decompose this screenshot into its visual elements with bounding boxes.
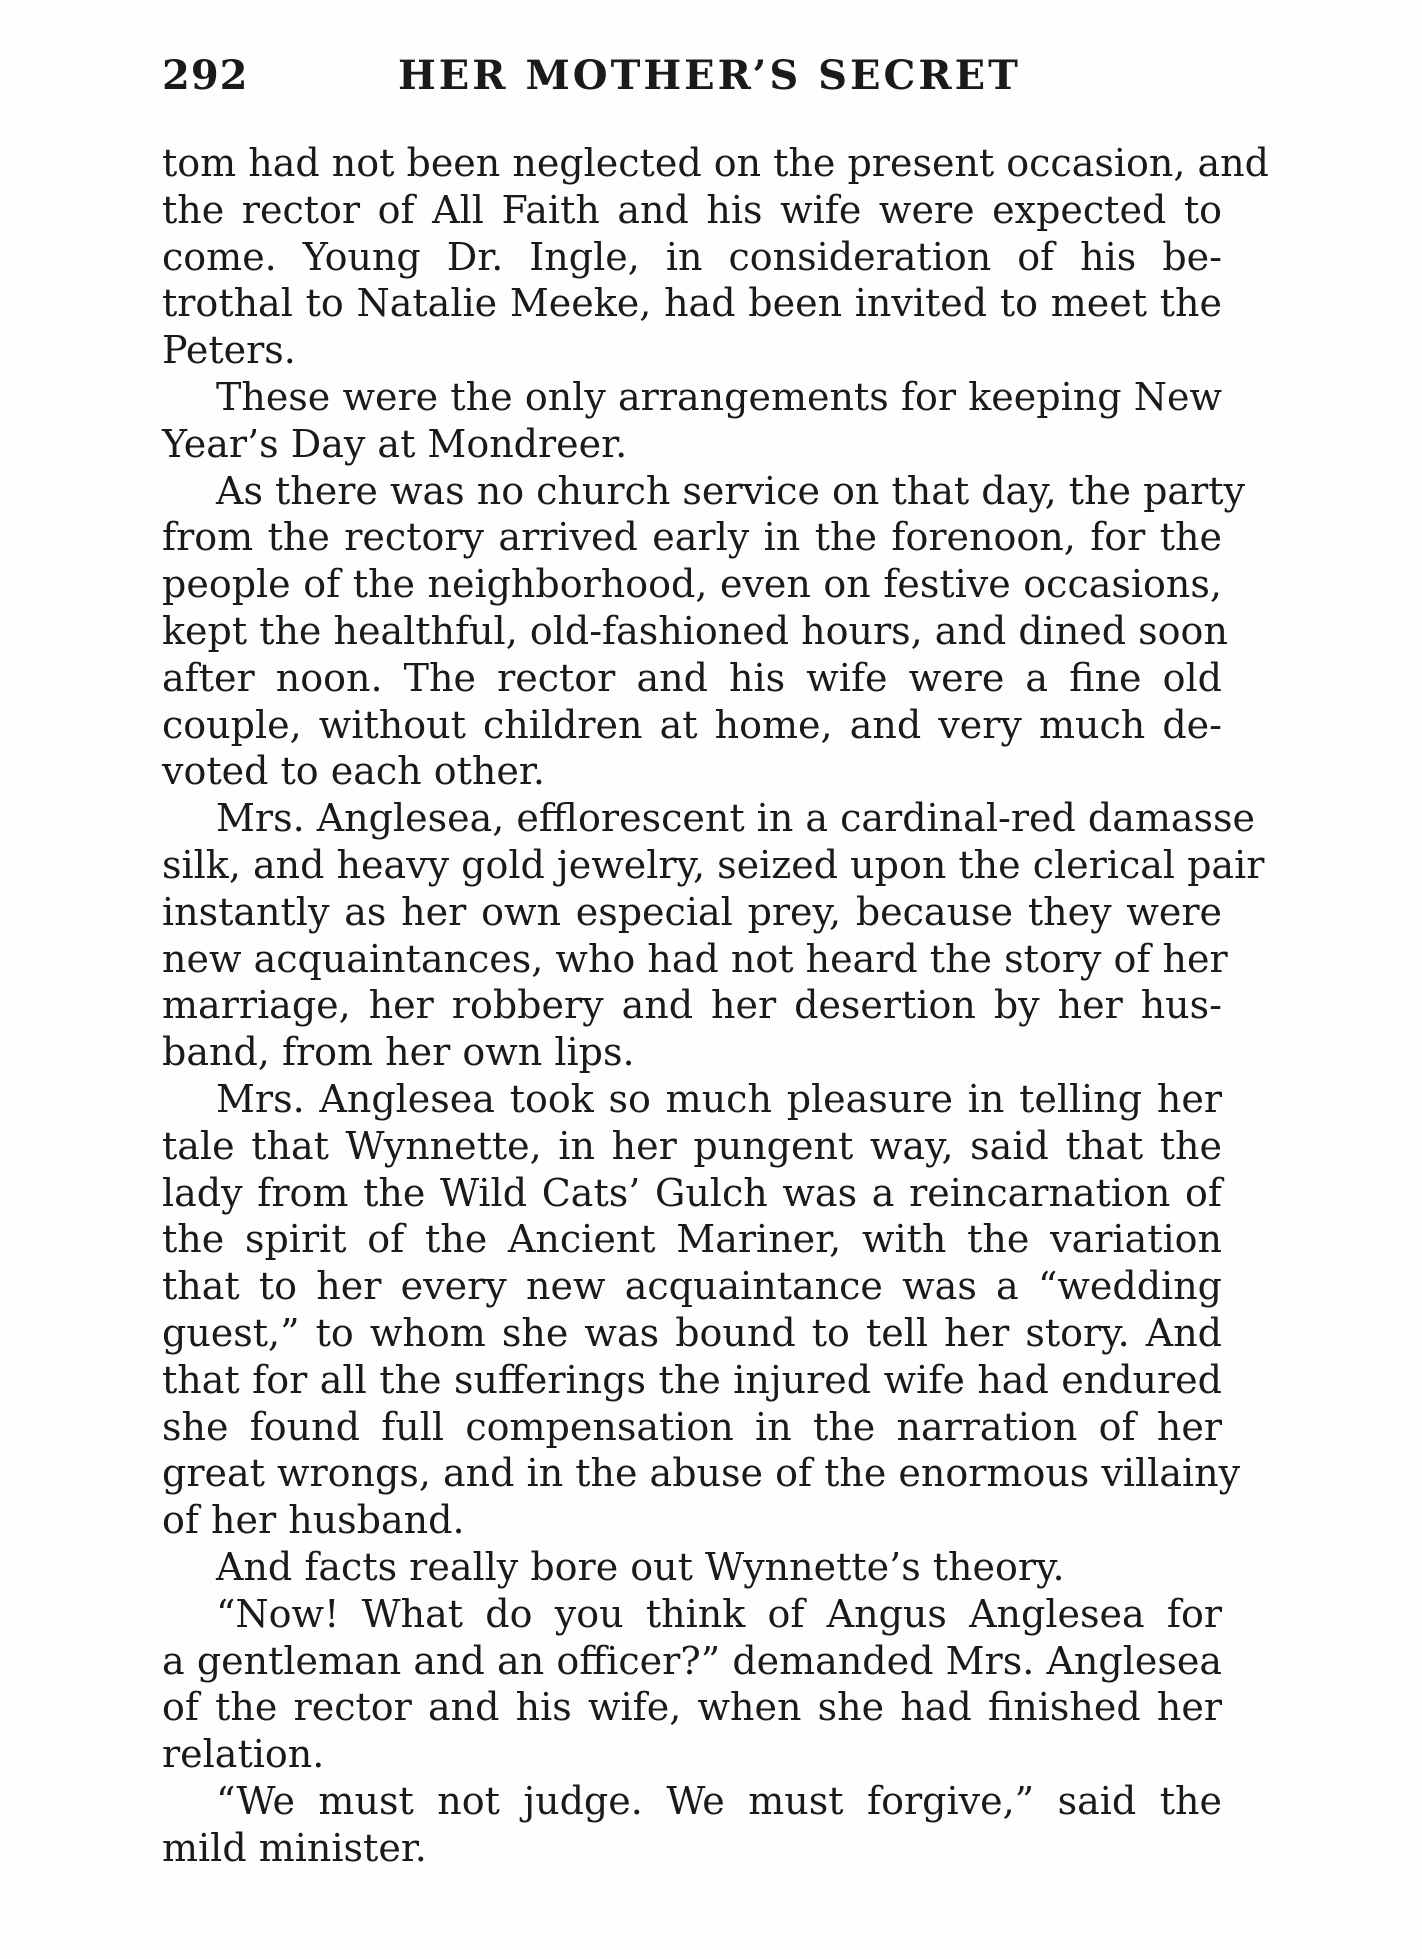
text-line: As there was no church service on that day, the party [216, 468, 1245, 513]
text-line: the spirit of the Ancient Mariner, with the variation [162, 1217, 1222, 1262]
text-line: marriage, her robbery and her desertion by her hus- [162, 983, 1222, 1028]
text-line: voted to each other. [162, 749, 545, 794]
text-line: from the rectory arrived early in the forenoon, for the [162, 515, 1222, 560]
text-line: tale that Wynnette, in her pungent way, said that the [162, 1123, 1222, 1168]
text-line: And facts really bore out Wynnette’s theory. [216, 1544, 1065, 1589]
text-line: relation. [162, 1732, 325, 1777]
text-line: instantly as her own especial prey, because they were [162, 889, 1222, 934]
text-line: couple, without children at home, and very much de- [162, 702, 1222, 747]
text-line: Year’s Day at Mondreer. [162, 421, 628, 466]
text-line: “Now! What do you think of Angus Anglesea for [216, 1591, 1222, 1636]
text-line: people of the neighborhood, even on festive occasions, [162, 562, 1222, 607]
text-line: band, from her own lips. [162, 1030, 635, 1075]
text-line: come. Young Dr. Ingle, in consideration of his be- [162, 234, 1222, 279]
text-line: tom had not been neglected on the present occasion, and [162, 141, 1269, 185]
running-title: HER MOTHER’S SECRET [398, 52, 1021, 99]
text-line: guest,” to whom she was bound to tell her story. And [162, 1310, 1222, 1355]
text-line: These were the only arrangements for keeping New [216, 374, 1222, 419]
text-line: Mrs. Anglesea took so much pleasure in telling her [216, 1076, 1222, 1121]
text-line: mild minister. [162, 1825, 427, 1870]
text-line: kept the healthful, old-fashioned hours, and dined soon [162, 608, 1228, 653]
text-line: trothal to Natalie Meeke, had been invited to meet the [162, 281, 1222, 326]
text-line: lady from the Wild Cats’ Gulch was a reincarnation of [162, 1170, 1222, 1215]
text-line: silk, and heavy gold jewelry, seized upon the clerical pair [162, 842, 1265, 887]
body-text [162, 140, 1269, 1871]
text-line: Peters. [162, 328, 296, 373]
text-line: of the rector and his wife, when she had finished her [162, 1685, 1222, 1730]
text-line: Mrs. Anglesea, efflorescent in a cardinal-red damasse [216, 796, 1256, 841]
text-line: after noon. The rector and his wife were a fine old [162, 655, 1222, 700]
page-number: 292 [162, 52, 249, 99]
text-line: new acquaintances, who had not heard the story of her [162, 936, 1228, 981]
text-line: “We must not judge. We must forgive,” said the [216, 1778, 1222, 1823]
text-line: the rector of All Faith and his wife were expected to [162, 187, 1222, 232]
text-line: she found full compensation in the narration of her [162, 1404, 1222, 1449]
text-line: a gentleman and an officer?” demanded Mrs. Anglesea [162, 1638, 1222, 1683]
text-line: that for all the sufferings the injured wife had endured [162, 1357, 1222, 1402]
page-header [162, 52, 1222, 112]
text-line: that to her every new acquaintance was a “wedding [162, 1264, 1222, 1309]
text-line: of her husband. [162, 1498, 465, 1543]
text-line: great wrongs, and in the abuse of the enormous villainy [162, 1451, 1241, 1496]
